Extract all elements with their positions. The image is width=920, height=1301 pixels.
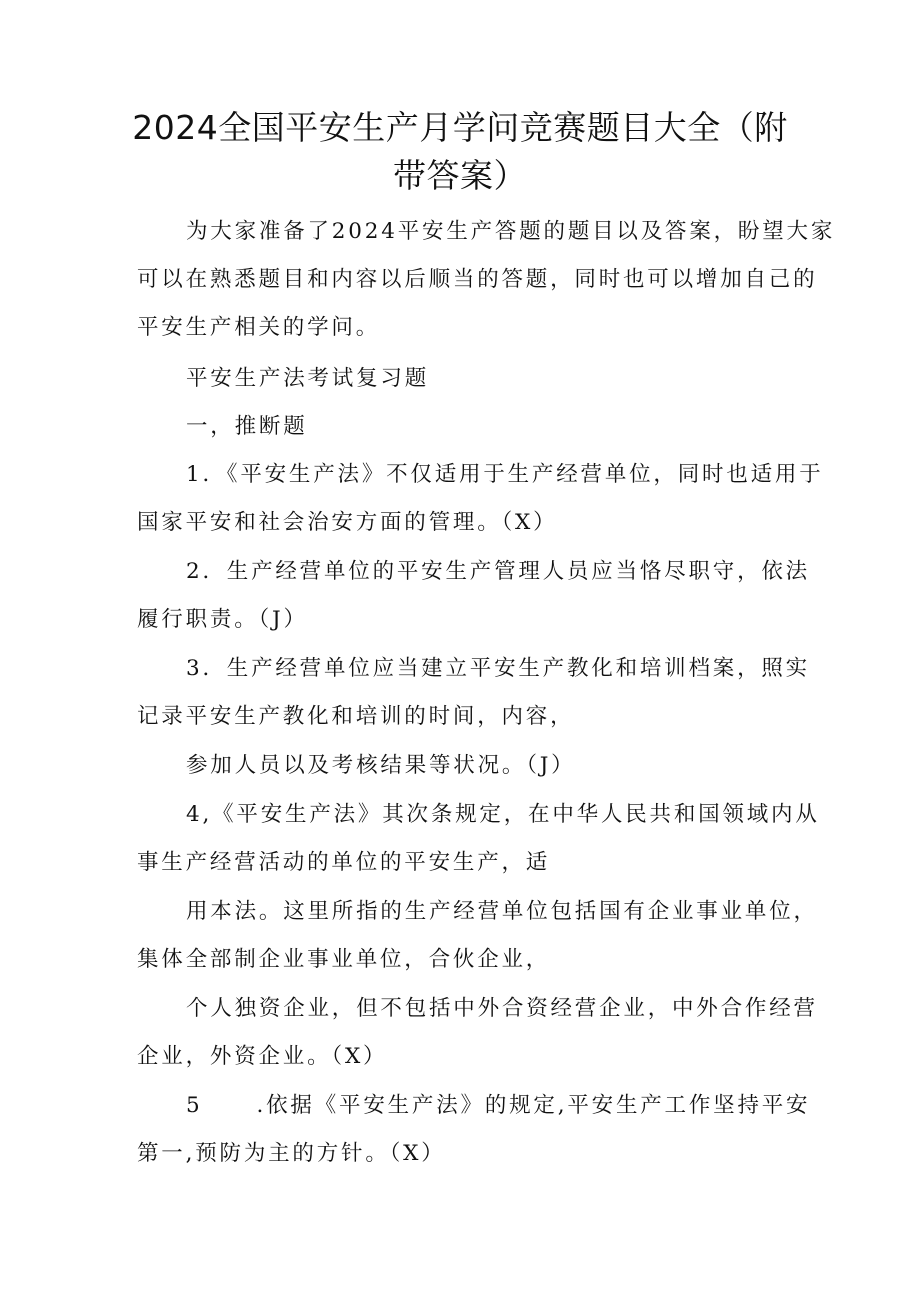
question-5-line-1 xyxy=(186,1090,810,1122)
question-4-line-3: 用本法。这里所指的生产经营单位包括国有企业事业单位， xyxy=(186,899,818,924)
question-3-line-3: 参加人员以及考核结果等状况。（J） xyxy=(186,753,576,778)
document-title xyxy=(120,104,800,200)
intro-line-3: 平安生产相关的学问。 xyxy=(137,315,381,340)
question-2-line-1: 2．生产经营单位的平安生产管理人员应当恪尽职守，依法 xyxy=(186,559,810,584)
title-line-1: 2024全国平安生产月学问竞赛题目大全（附 xyxy=(132,108,788,147)
question-5-text: .依据《平安生产法》的规定,平安生产工作坚持平安 xyxy=(256,1093,811,1118)
question-1-line-1: 1．《平安生产法》不仅适用于生产经营单位，同时也适用于 xyxy=(186,462,824,487)
question-4-line-6: 企业，外资企业。（X） xyxy=(137,1044,388,1069)
question-4-line-2: 事生产经营活动的单位的平安生产，适 xyxy=(137,850,551,875)
question-4-line-4: 集体全部制企业事业单位，合伙企业， xyxy=(137,947,551,972)
question-3-line-2: 记录平安生产教化和培训的时间，内容， xyxy=(137,704,575,729)
title-line-2: 带答案） xyxy=(393,156,527,195)
question-5-number: 5 xyxy=(186,1093,203,1118)
question-1-line-2: 国家平安和社会治安方面的管理。（X） xyxy=(137,510,558,535)
intro-line-1: 为大家准备了2024平安生产答题的题目以及答案，盼望大家 xyxy=(186,219,836,244)
question-4-line-5: 个人独资企业，但不包括中外合资经营企业，中外合作经营 xyxy=(186,996,818,1021)
question-4-line-1: 4,《平安生产法》其次条规定，在中华人民共和国领域内从 xyxy=(186,802,820,827)
part-heading: 一，推断题 xyxy=(186,414,308,439)
intro-line-2: 可以在熟悉题目和内容以后顺当的答题，同时也可以增加自己的 xyxy=(137,267,818,292)
question-2-line-2: 履行职责。（J） xyxy=(137,607,308,632)
section-heading: 平安生产法考试复习题 xyxy=(186,366,430,391)
question-5-line-2: 第一,预防为主的方针。（X） xyxy=(137,1141,446,1166)
question-3-line-1: 3．生产经营单位应当建立平安生产教化和培训档案，照实 xyxy=(186,656,810,681)
